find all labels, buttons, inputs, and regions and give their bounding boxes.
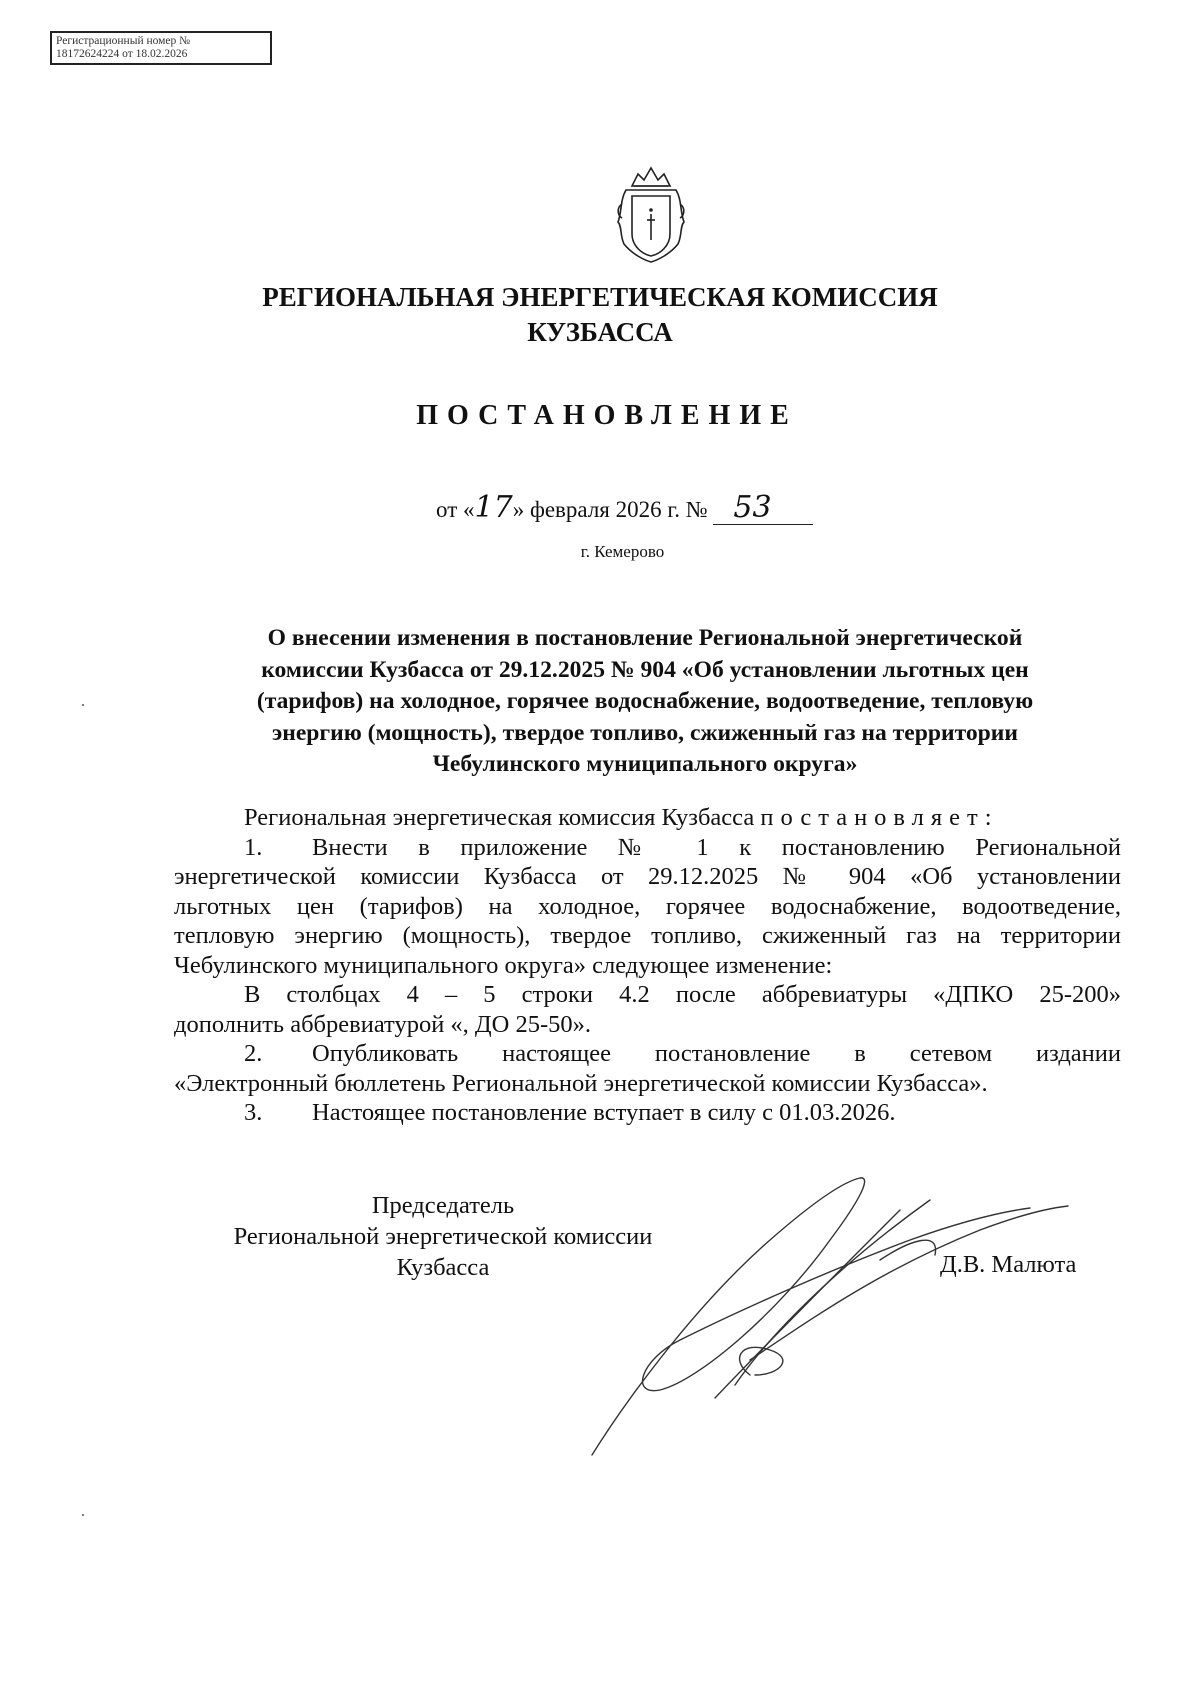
- item-3-line: [174, 1098, 1121, 1128]
- date-number-line: [436, 490, 813, 525]
- coat-of-arms-icon: [612, 164, 690, 264]
- item-3: [174, 1098, 1121, 1128]
- preamble: [174, 803, 1121, 833]
- item-3-text: Настоящее постановление вступает в силу с 01.03.2026.: [312, 1099, 896, 1126]
- date-month-year: » февраля 2026 г. №: [512, 497, 708, 522]
- item-2-line: Опубликовать настоящее постановление в сетевом издании: [312, 1040, 1121, 1067]
- subject-line: энергию (мощность), твердое топливо, сжиженный газ на территории: [272, 719, 1018, 746]
- organization-name: [0, 280, 1200, 350]
- subject-line: Чебулинского муниципального округа»: [432, 751, 858, 777]
- item-1-line: Чебулинского муниципального округа» следующее изменение:: [174, 951, 833, 979]
- registration-stamp: [50, 31, 272, 65]
- handwritten-day: 17: [474, 490, 513, 525]
- item-1-first-line: [174, 833, 1121, 863]
- item-1-line: энергетической комиссии Кузбасса от 29.12.2025 № 904 «Об установлении: [174, 863, 1121, 890]
- item-2-first-line: [174, 1039, 1121, 1069]
- subject-line: (тарифов) на холодное, горячее водоснабжение, водоотведение, тепловую: [256, 688, 1034, 714]
- item-3-number: 3.: [244, 1099, 263, 1126]
- scan-speck: [82, 1514, 84, 1516]
- registration-number-value: 18172624224 от 18.02.2026: [56, 48, 188, 60]
- preamble-text: Региональная энергетическая комиссия Кузбасса: [244, 804, 755, 831]
- document-type: ПОСТАНОВЛЕНИЕ: [416, 400, 798, 431]
- signer-name: Д.В. Малюта: [940, 1251, 1077, 1278]
- date-prefix: от «: [436, 497, 475, 522]
- subject-line: О внесении изменения в постановление Региональной энергетической: [267, 625, 1023, 651]
- signer-title-line: Региональной энергетической комиссии: [233, 1223, 653, 1250]
- handwritten-number: 53: [733, 490, 772, 525]
- organization-name-line2: КУЗБАССА: [527, 317, 673, 347]
- subject-line: комиссии Кузбасса от 29.12.2025 № 904 «Об установлении льготных цен: [261, 656, 1029, 683]
- item-2-line: «Электронный бюллетень Региональной энергетической комиссии Кузбасса».: [174, 1069, 988, 1097]
- change-line: дополнить аббревиатурой «, ДО 25-50».: [174, 1010, 591, 1038]
- signer-title-line: Кузбасса: [396, 1254, 490, 1281]
- city-line: г. Кемерово: [580, 542, 665, 561]
- item-1-line: Внести в приложение № 1 к постановлению Региональной: [312, 833, 1121, 861]
- item-1-number: 1.: [244, 833, 263, 861]
- handwritten-signature: [580, 1160, 1090, 1460]
- organization-name-line1: РЕГИОНАЛЬНАЯ ЭНЕРГЕТИЧЕСКАЯ КОМИССИЯ: [262, 282, 938, 312]
- scan-speck: [82, 704, 84, 706]
- item-2: [174, 1039, 1121, 1098]
- change-line: В столбцах 4 – 5 строки 4.2 после аббревиатуры «ДПКО 25-200»: [244, 981, 1121, 1008]
- item-2-number: 2.: [244, 1040, 263, 1067]
- change-text: [174, 980, 1121, 1039]
- number-field: [713, 490, 813, 525]
- registration-number-label: Регистрационный номер №: [56, 35, 191, 47]
- preamble-verb: постановляет:: [760, 804, 999, 831]
- item-1-line: льготных цен (тарифов) на холодное, горячее водоснабжение, водоотведение,: [174, 892, 1121, 920]
- item-1-line: тепловую энергию (мощность), твердое топливо, сжиженный газ на территории: [174, 922, 1121, 949]
- document-body: [174, 803, 1121, 1128]
- signer-title-line: Председатель: [371, 1192, 515, 1219]
- item-1: [174, 833, 1121, 981]
- document-subject: [178, 623, 1112, 781]
